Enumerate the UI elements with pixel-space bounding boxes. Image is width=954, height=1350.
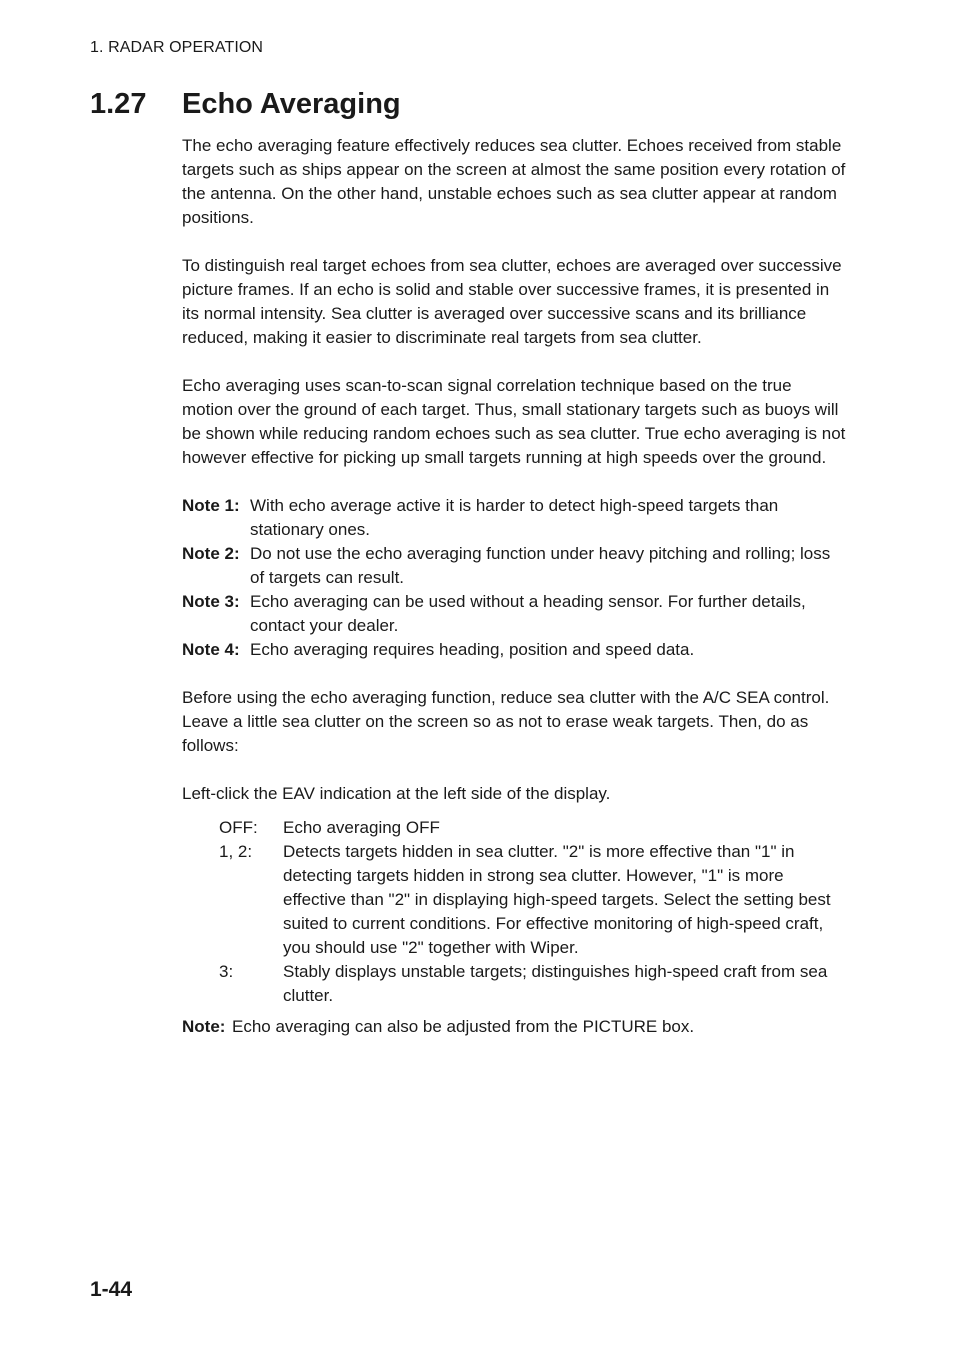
note-label: Note 1:: [182, 496, 240, 515]
note-text: Echo averaging requires heading, position and speed data.: [250, 640, 695, 659]
note-label: Note 2:: [182, 544, 240, 563]
instruction-text: Left-click the EAV indication at the left side of the display.: [182, 784, 611, 803]
section-number: 1.27: [90, 88, 147, 120]
option-item: [219, 816, 847, 840]
option-text: Echo averaging OFF: [283, 818, 440, 837]
option-text: Stably displays unstable targets; distinguishes high-speed craft from sea clutter.: [283, 962, 828, 1005]
note-item: [182, 590, 847, 638]
paragraph: To distinguish real target echoes from sea clutter, echoes are averaged over successive picture frames. If an echo is solid and stable over successive frames, it is presented in its normal intensity. Sea clutter is averaged over successive scans and its brilliance reduced, making it easier to discriminate real targets from sea clutter.: [182, 256, 842, 347]
note-item: [182, 542, 847, 590]
paragraph: Echo averaging uses scan-to-scan signal correlation technique based on the true motion over the ground of each target. Thus, small stationary targets such as buoys will be shown while reducing random echoes such as sea clutter. True echo averaging is not however effective for picking up small targets running at high speeds over the ground.: [182, 376, 846, 467]
options-list: [219, 816, 847, 1008]
running-head: 1. RADAR OPERATION: [90, 39, 264, 56]
page-number: 1-44: [90, 1278, 133, 1301]
note-text: Echo averaging can also be adjusted from the PICTURE box.: [232, 1017, 695, 1036]
note-label: Note 4:: [182, 640, 240, 659]
option-item: [219, 960, 847, 1008]
note-text: With echo average active it is harder to detect high-speed targets than stationary ones.: [250, 496, 779, 539]
note-text: Echo averaging can be used without a heading sensor. For further details, contact your dealer.: [250, 592, 806, 635]
body-content: [182, 134, 847, 1039]
paragraph: Before using the echo averaging function, reduce sea clutter with the A/C SEA control. Leave a little sea clutter on the screen so as not to erase weak targets. Then, do as follows:: [182, 688, 830, 755]
note-text: Do not use the echo averaging function under heavy pitching and rolling; loss of targets can result.: [250, 544, 831, 587]
note-label: Note 3:: [182, 592, 240, 611]
paragraph: The echo averaging feature effectively reduces sea clutter. Echoes received from stable targets such as ships appear on the screen at almost the same position every rotation of the antenna. On the other hand, unstable echoes such as sea clutter appear at random positions.: [182, 136, 846, 227]
option-key: 1, 2:: [219, 842, 253, 861]
option-key: 3:: [219, 962, 234, 981]
final-note: [182, 1015, 847, 1039]
option-key: OFF:: [219, 818, 258, 837]
note-label: Note:: [182, 1017, 226, 1036]
option-text: Detects targets hidden in sea clutter. "2" is more effective than "1" in detecting targets hidden in strong sea clutter. However, "1" is more effective than "2" in displaying high-speed targets. Select the setting best suited to current conditions. For effective monitoring of high-speed craft, you should use "2" together with Wiper.: [283, 842, 831, 957]
note-item: [182, 494, 847, 542]
section-title: [90, 88, 401, 121]
option-item: [219, 840, 847, 960]
notes-list: [182, 494, 847, 662]
section-title-text: Echo Averaging: [182, 88, 401, 120]
note-item: [182, 638, 847, 662]
